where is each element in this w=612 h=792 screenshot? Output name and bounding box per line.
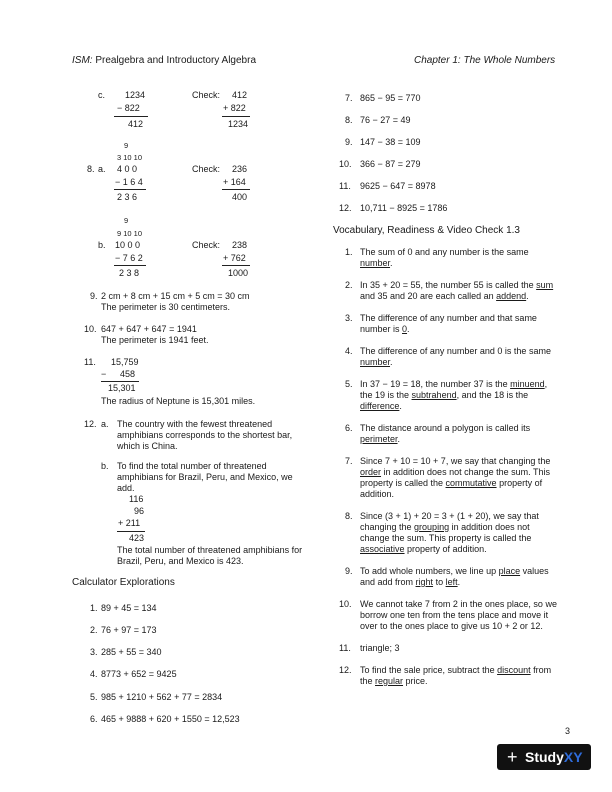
problem-8a-check-n1: 236 — [232, 164, 248, 174]
vocab-answer: grouping — [414, 522, 450, 532]
vocab-item-number: 6. — [345, 423, 353, 433]
vocab-8-line2 — [360, 522, 530, 533]
problem-10-line2: The perimeter is 1941 feet. — [101, 335, 209, 345]
problem-8a-borrow-top: 9 — [124, 141, 129, 150]
chapter-title: Chapter 1: The Whole Numbers — [414, 55, 556, 66]
calc-item-text: 8773 + 652 = 9425 — [101, 669, 177, 679]
vocab-text: from — [530, 665, 552, 675]
calc-item-text: 465 + 9888 + 620 + 1550 = 12,523 — [101, 714, 240, 724]
problem-8a-n1: 4 0 0 — [117, 164, 138, 174]
vocab-text: . — [526, 291, 529, 301]
vocab-answer: left — [445, 577, 458, 587]
vocab-item-number: 8. — [345, 511, 353, 521]
vocab-text: . — [397, 434, 401, 444]
vocab-answer: number — [360, 357, 391, 367]
vocab-text: . — [390, 258, 393, 268]
calc-item-number: 9. — [345, 137, 353, 147]
problem-8b-n1: 10 0 0 — [115, 240, 141, 250]
calc-item-number: 12. — [339, 203, 352, 213]
problem-7c-label: c. — [98, 90, 106, 100]
problem-11-minus: − — [101, 369, 107, 379]
problem-8b-borrow-mid: 9 10 10 — [117, 229, 143, 238]
calc-item-text: 9625 − 647 = 8978 — [360, 181, 436, 191]
book-title-italic: ISM: — [72, 55, 93, 66]
problem-8a-check-label: Check: — [192, 164, 221, 174]
problem-12b-label: b. — [101, 461, 109, 471]
problem-7c-rule — [114, 116, 148, 117]
vocab-12-line1 — [360, 665, 551, 676]
brand-study: Study — [525, 749, 564, 765]
problem-8b-check-label: Check: — [192, 240, 221, 250]
brand-text — [525, 744, 583, 770]
vocab-5-line3 — [360, 401, 402, 412]
vocab-text: the 19 is the — [360, 390, 412, 400]
vocab-text: and 35 and 20 are each called an — [360, 291, 497, 301]
vocab-answer: number — [360, 258, 391, 268]
vocab-8-line1: Since (3 + 1) + 20 = 3 + (1 + 20), we say that — [360, 511, 539, 521]
problem-12b-conclusion: The total number of threatened amphibians for Brazil, Peru, and Mexico is 423. — [117, 545, 303, 566]
problem-12b-v1: 116 — [129, 494, 144, 504]
vocab-6-line2 — [360, 434, 400, 445]
vocab-3-line1: The difference of any number and that same — [360, 313, 537, 323]
problem-8b-result: 2 3 8 — [119, 268, 140, 278]
problem-7c-check-n2: + 822 — [223, 103, 246, 113]
problem-8b-check-n2: + 762 — [223, 253, 246, 263]
vocab-3-line2 — [360, 324, 410, 335]
problem-8a-rule — [114, 189, 146, 190]
problem-10-number: 10. — [84, 324, 97, 334]
vocab-text: values — [520, 566, 549, 576]
calc-item-number: 11. — [339, 181, 351, 191]
problem-9-line2: The perimeter is 30 centimeters. — [101, 302, 231, 312]
vocab-answer: order — [360, 467, 382, 477]
book-title — [72, 55, 256, 66]
problem-7c-check-label: Check: — [192, 90, 221, 100]
vocab-2-line2 — [360, 291, 529, 302]
calc-item-number: 1. — [90, 603, 98, 613]
vocab-answer: 0 — [402, 324, 408, 334]
problem-8b-borrow-top: 9 — [124, 216, 129, 225]
calc-item-number: 5. — [90, 692, 98, 702]
problem-12b-v2: 96 — [134, 506, 145, 516]
vocab-4-line2 — [360, 357, 393, 368]
vocab-item-number: 3. — [345, 313, 353, 323]
problem-11-rule — [101, 381, 139, 382]
page-number: 3 — [565, 726, 571, 736]
problem-8b-n2: − 7 6 2 — [115, 253, 143, 263]
problem-8a-check-n2: + 164 — [223, 177, 246, 187]
problem-8b-check-result: 1000 — [228, 268, 249, 278]
vocab-text: property is called the — [360, 478, 446, 488]
problem-9-line1: 2 cm + 8 cm + 15 cm + 5 cm = 30 cm — [101, 291, 250, 301]
problem-11-n2: 458 — [120, 369, 136, 379]
vocab-text: price. — [403, 676, 428, 686]
vocab-text: property of addition. — [404, 544, 487, 554]
vocab-11-line1: triangle; 3 — [360, 643, 400, 653]
calc-section-title: Calculator Explorations — [72, 577, 175, 588]
problem-7c-check-result: 1234 — [228, 119, 249, 129]
vocab-12-line2 — [360, 676, 428, 687]
vocab-answer: place — [498, 566, 521, 576]
vocab-text: . — [457, 577, 461, 587]
calc-item-text: 147 − 38 = 109 — [360, 137, 421, 147]
calc-item-text: 76 − 27 = 49 — [360, 115, 411, 125]
plus-icon: + — [507, 747, 518, 767]
problem-7c-n1: 1234 — [125, 90, 146, 100]
vocab-item-number: 7. — [345, 456, 353, 466]
vocab-answer: perimeter — [360, 434, 398, 444]
problem-8b-label: b. — [98, 240, 106, 250]
vocab-1-line2 — [360, 258, 393, 269]
vocab-answer: difference — [360, 401, 400, 411]
vocab-text: . — [407, 324, 410, 334]
vocab-text: To find the sale price, subtract the — [360, 665, 498, 675]
vocab-item-number: 11. — [339, 643, 351, 653]
problem-12b-rule — [117, 531, 145, 532]
calc-item-text: 865 − 95 = 770 — [360, 93, 421, 103]
vocab-4-line1: The difference of any number and 0 is the same — [360, 346, 551, 356]
calc-item-text: 285 + 55 = 340 — [101, 647, 162, 657]
problem-12a-label: a. — [101, 419, 109, 429]
vocab-item-number: 10. — [339, 599, 352, 609]
problem-8a-label: a. — [98, 164, 106, 174]
problem-8b-rule — [114, 265, 146, 266]
vocab-section-title: Vocabulary, Readiness & Video Check 1.3 — [333, 225, 520, 236]
vocab-item-number: 5. — [345, 379, 353, 389]
vocab-6-line1: The distance around a polygon is called its — [360, 423, 531, 433]
calc-item-number: 2. — [90, 625, 98, 635]
problem-11-n1: 15,759 — [111, 357, 139, 367]
problem-8a-result: 2 3 6 — [117, 192, 138, 202]
calc-item-number: 6. — [90, 714, 98, 724]
problem-7c-result: 412 — [128, 119, 144, 129]
vocab-text: In 37 − 19 = 18, the number 37 is the — [360, 379, 511, 389]
vocab-answer: associative — [360, 544, 405, 554]
vocab-5-line2 — [360, 390, 528, 401]
vocab-5-line1 — [360, 379, 547, 390]
problem-8a-check-result: 400 — [232, 192, 248, 202]
vocab-text: . — [399, 401, 402, 411]
book-title-rest: Prealgebra and Introductory Algebra — [92, 55, 256, 66]
calc-item-text: 10,711 − 8925 = 1786 — [360, 203, 448, 213]
vocab-item-number: 9. — [345, 566, 353, 576]
vocab-answer: discount — [497, 665, 531, 675]
vocab-9-line2 — [360, 577, 460, 588]
problem-8b-check-rule — [222, 265, 250, 266]
vocab-text: number is — [360, 324, 403, 334]
vocab-8-line3: change the sum. This property is called the — [360, 533, 532, 543]
vocab-text: in addition does not change the sum. This — [381, 467, 550, 477]
problem-7c-n2: − 822 — [117, 103, 140, 113]
vocab-10-line1: We cannot take 7 from 2 in the ones place, so we — [360, 599, 557, 609]
vocab-10-line3: over to the ones place to give us 10 + 2 or 12. — [360, 621, 543, 631]
vocab-answer: addend — [496, 291, 527, 301]
vocab-answer: right — [415, 577, 434, 587]
problem-8a-check-rule — [222, 189, 250, 190]
vocab-item-number: 1. — [345, 247, 353, 257]
problem-9-number: 9. — [90, 291, 98, 301]
vocab-answer: subtrahend — [411, 390, 457, 400]
vocab-text: To add whole numbers, we line up — [360, 566, 499, 576]
vocab-text: to — [433, 577, 446, 587]
problem-11-result: 15,301 — [108, 383, 136, 393]
calc-item-text: 76 + 97 = 173 — [101, 625, 157, 635]
brand-xy: XY — [563, 749, 583, 765]
studyxy-logo[interactable] — [497, 744, 591, 770]
vocab-text: the — [360, 676, 376, 686]
problem-10-line1: 647 + 647 + 647 = 1941 — [101, 324, 197, 334]
vocab-answer: sum — [536, 280, 554, 290]
problem-11-number: 11. — [84, 357, 96, 367]
vocab-text: . — [390, 357, 393, 367]
calc-item-number: 8. — [345, 115, 353, 125]
vocab-answer: commutative — [445, 478, 497, 488]
vocab-7-line4: addition. — [360, 489, 395, 499]
problem-8-number: 8. — [87, 164, 95, 174]
vocab-2-line1 — [360, 280, 553, 291]
problem-11-conclusion: The radius of Neptune is 15,301 miles. — [101, 396, 256, 406]
vocab-text: property of — [496, 478, 543, 488]
problem-7c-check-n1: 412 — [232, 90, 248, 100]
vocab-item-number: 2. — [345, 280, 353, 290]
vocab-text: changing the — [360, 522, 415, 532]
vocab-item-number: 12. — [339, 665, 352, 675]
problem-12-number: 12. — [84, 419, 97, 429]
calc-item-number: 3. — [90, 647, 98, 657]
calc-item-number: 7. — [345, 93, 353, 103]
vocab-text: in addition does not — [449, 522, 530, 532]
problem-8b-check-n1: 238 — [232, 240, 248, 250]
vocab-item-number: 4. — [345, 346, 353, 356]
problem-12b-text: To find the total number of threatened amphibians for Brazil, Peru, and Mexico, we add. — [117, 461, 293, 493]
calc-item-number: 4. — [90, 669, 98, 679]
vocab-answer: regular — [375, 676, 404, 686]
problem-12b-v3: + 211 — [118, 518, 141, 528]
vocab-9-line1 — [360, 566, 549, 577]
vocab-7-line1: Since 7 + 10 = 10 + 7, we say that changing the — [360, 456, 551, 466]
vocab-1-line1: The sum of 0 and any number is the same — [360, 247, 529, 257]
vocab-7-line3 — [360, 478, 542, 489]
vocab-7-line2 — [360, 467, 550, 478]
vocab-text: and add from — [360, 577, 416, 587]
calc-item-number: 10. — [339, 159, 352, 169]
calc-item-text: 89 + 45 = 134 — [101, 603, 157, 613]
problem-7c-check-rule — [222, 116, 250, 117]
vocab-text: In 35 + 20 = 55, the number 55 is called the — [360, 280, 537, 290]
problem-12a-text: The country with the fewest threatened amphibians corresponds to the shortest bar, which is China. — [117, 419, 293, 451]
vocab-text: , and the 18 is the — [456, 390, 529, 400]
problem-8a-n2: − 1 6 4 — [115, 177, 143, 187]
vocab-10-line2: borrow one ten from the tens place and move it — [360, 610, 549, 620]
calc-item-text: 366 − 87 = 279 — [360, 159, 421, 169]
calc-item-text: 985 + 1210 + 562 + 77 = 2834 — [101, 692, 223, 702]
vocab-answer: minuend — [510, 379, 545, 389]
problem-12b-result: 423 — [129, 533, 145, 543]
vocab-text: , — [544, 379, 548, 389]
vocab-8-line4 — [360, 544, 487, 555]
problem-8a-borrow-mid: 3 10 10 — [117, 153, 143, 162]
